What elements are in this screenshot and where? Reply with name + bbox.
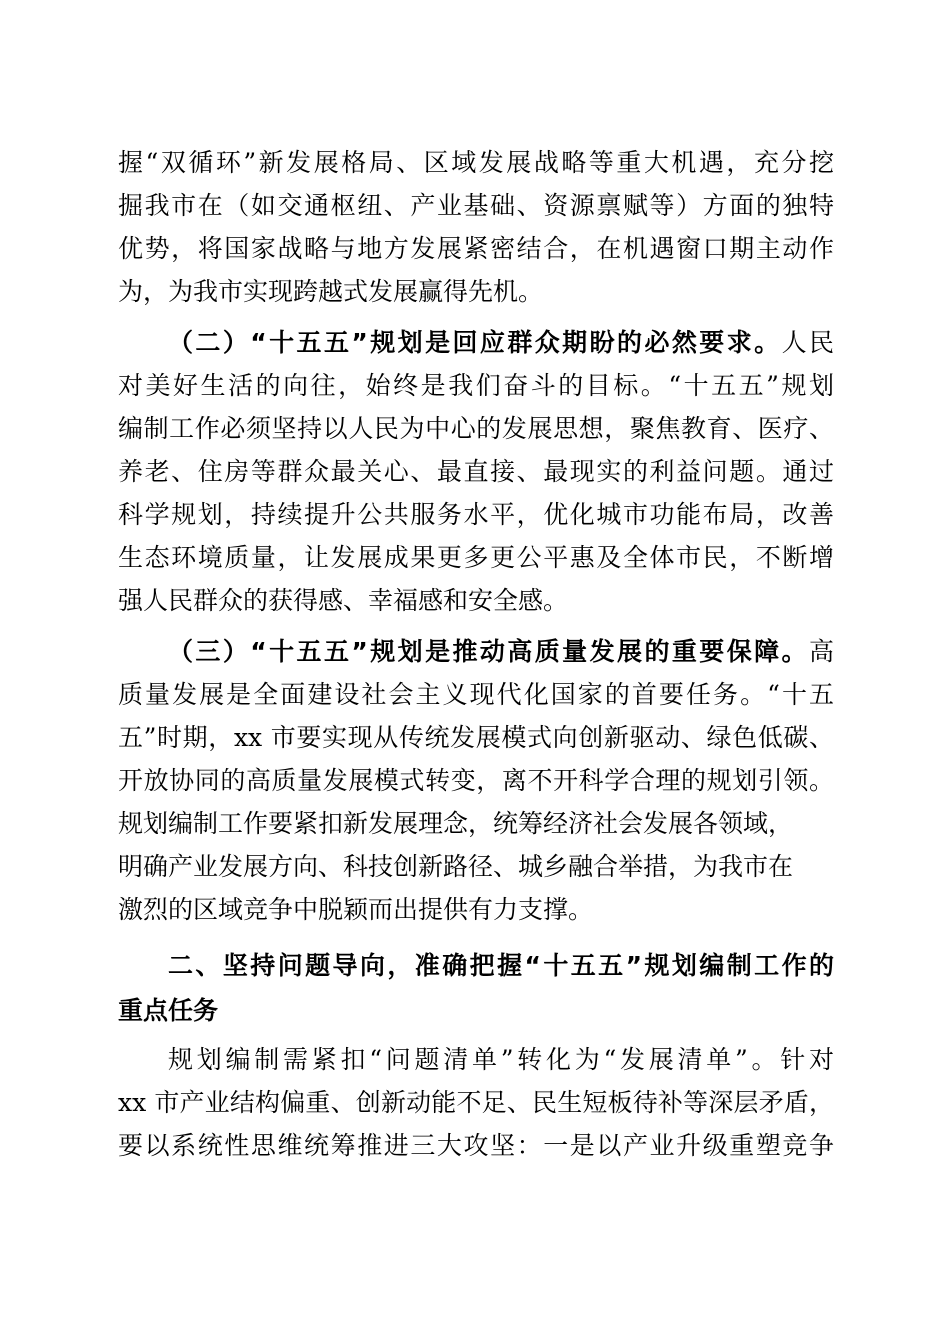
paragraph-line: 五”时期，xx 市要实现从传统发展模式向创新驱动、绿色低碳、 — [118, 723, 834, 752]
paragraph-line: 开放协同的高质量发展模式转变，离不开科学合理的规划引领。 — [118, 766, 834, 795]
paragraph-line: xx 市产业结构偏重、创新动能不足、民生短板待补等深层矛盾， — [118, 1088, 834, 1117]
paragraph-line: 科学规划，持续提升公共服务水平，优化城市功能布局，改善 — [118, 500, 834, 529]
section-three-rest: 高 — [808, 637, 834, 666]
paragraph-line: 掘我市在（如交通枢纽、产业基础、资源禀赋等）方面的独特 — [118, 191, 834, 220]
section-two-first-line — [168, 323, 834, 363]
paragraph-line: 对美好生活的向往，始终是我们奋斗的目标。“十五五”规划 — [118, 371, 834, 400]
paragraph-line: 握“双循环”新发展格局、区域发展战略等重大机遇，充分挖 — [118, 148, 834, 177]
paragraph-line: 优势，将国家战略与地方发展紧密结合，在机遇窗口期主动作 — [118, 234, 834, 263]
paragraph-line: 明确产业发展方向、科技创新路径、城乡融合举措，为我市在 — [118, 852, 794, 881]
section-two-rest: 人民 — [781, 328, 834, 357]
section-two-lead: （二）“十五五”规划是回应群众期盼的必然要求。 — [168, 328, 782, 357]
paragraph-line: 激烈的区域竞争中脱颖而出提供有力支撑。 — [118, 895, 594, 924]
section-heading: 二、坚持问题导向，准确把握“十五五”规划编制工作的 — [168, 951, 834, 980]
paragraph-line: 要以系统性思维统筹推进三大攻坚：一是以产业升级重塑竞争 — [118, 1131, 834, 1160]
paragraph-line: 规划编制工作要紧扣新发展理念，统筹经济社会发展各领域， — [118, 809, 794, 838]
paragraph-line: 生态环境质量，让发展成果更多更公平惠及全体市民，不断增 — [118, 543, 834, 572]
section-heading-continued: 重点任务 — [118, 996, 219, 1025]
paragraph-line: 强人民群众的获得感、幸福感和安全感。 — [118, 586, 569, 615]
section-three-first-line — [168, 632, 834, 672]
paragraph-line: 养老、住房等群众最关心、最直接、最现实的利益问题。通过 — [118, 457, 834, 486]
section-three-lead: （三）“十五五”规划是推动高质量发展的重要保障。 — [168, 637, 809, 666]
paragraph-line: 规划编制需紧扣“问题清单”转化为“发展清单”。针对 — [168, 1045, 834, 1074]
paragraph-line: 质量发展是全面建设社会主义现代化国家的首要任务。“十五 — [118, 680, 834, 709]
paragraph-line: 为，为我市实现跨越式发展赢得先机。 — [118, 277, 544, 306]
paragraph-line: 编制工作必须坚持以人民为中心的发展思想，聚焦教育、医疗、 — [118, 414, 834, 443]
